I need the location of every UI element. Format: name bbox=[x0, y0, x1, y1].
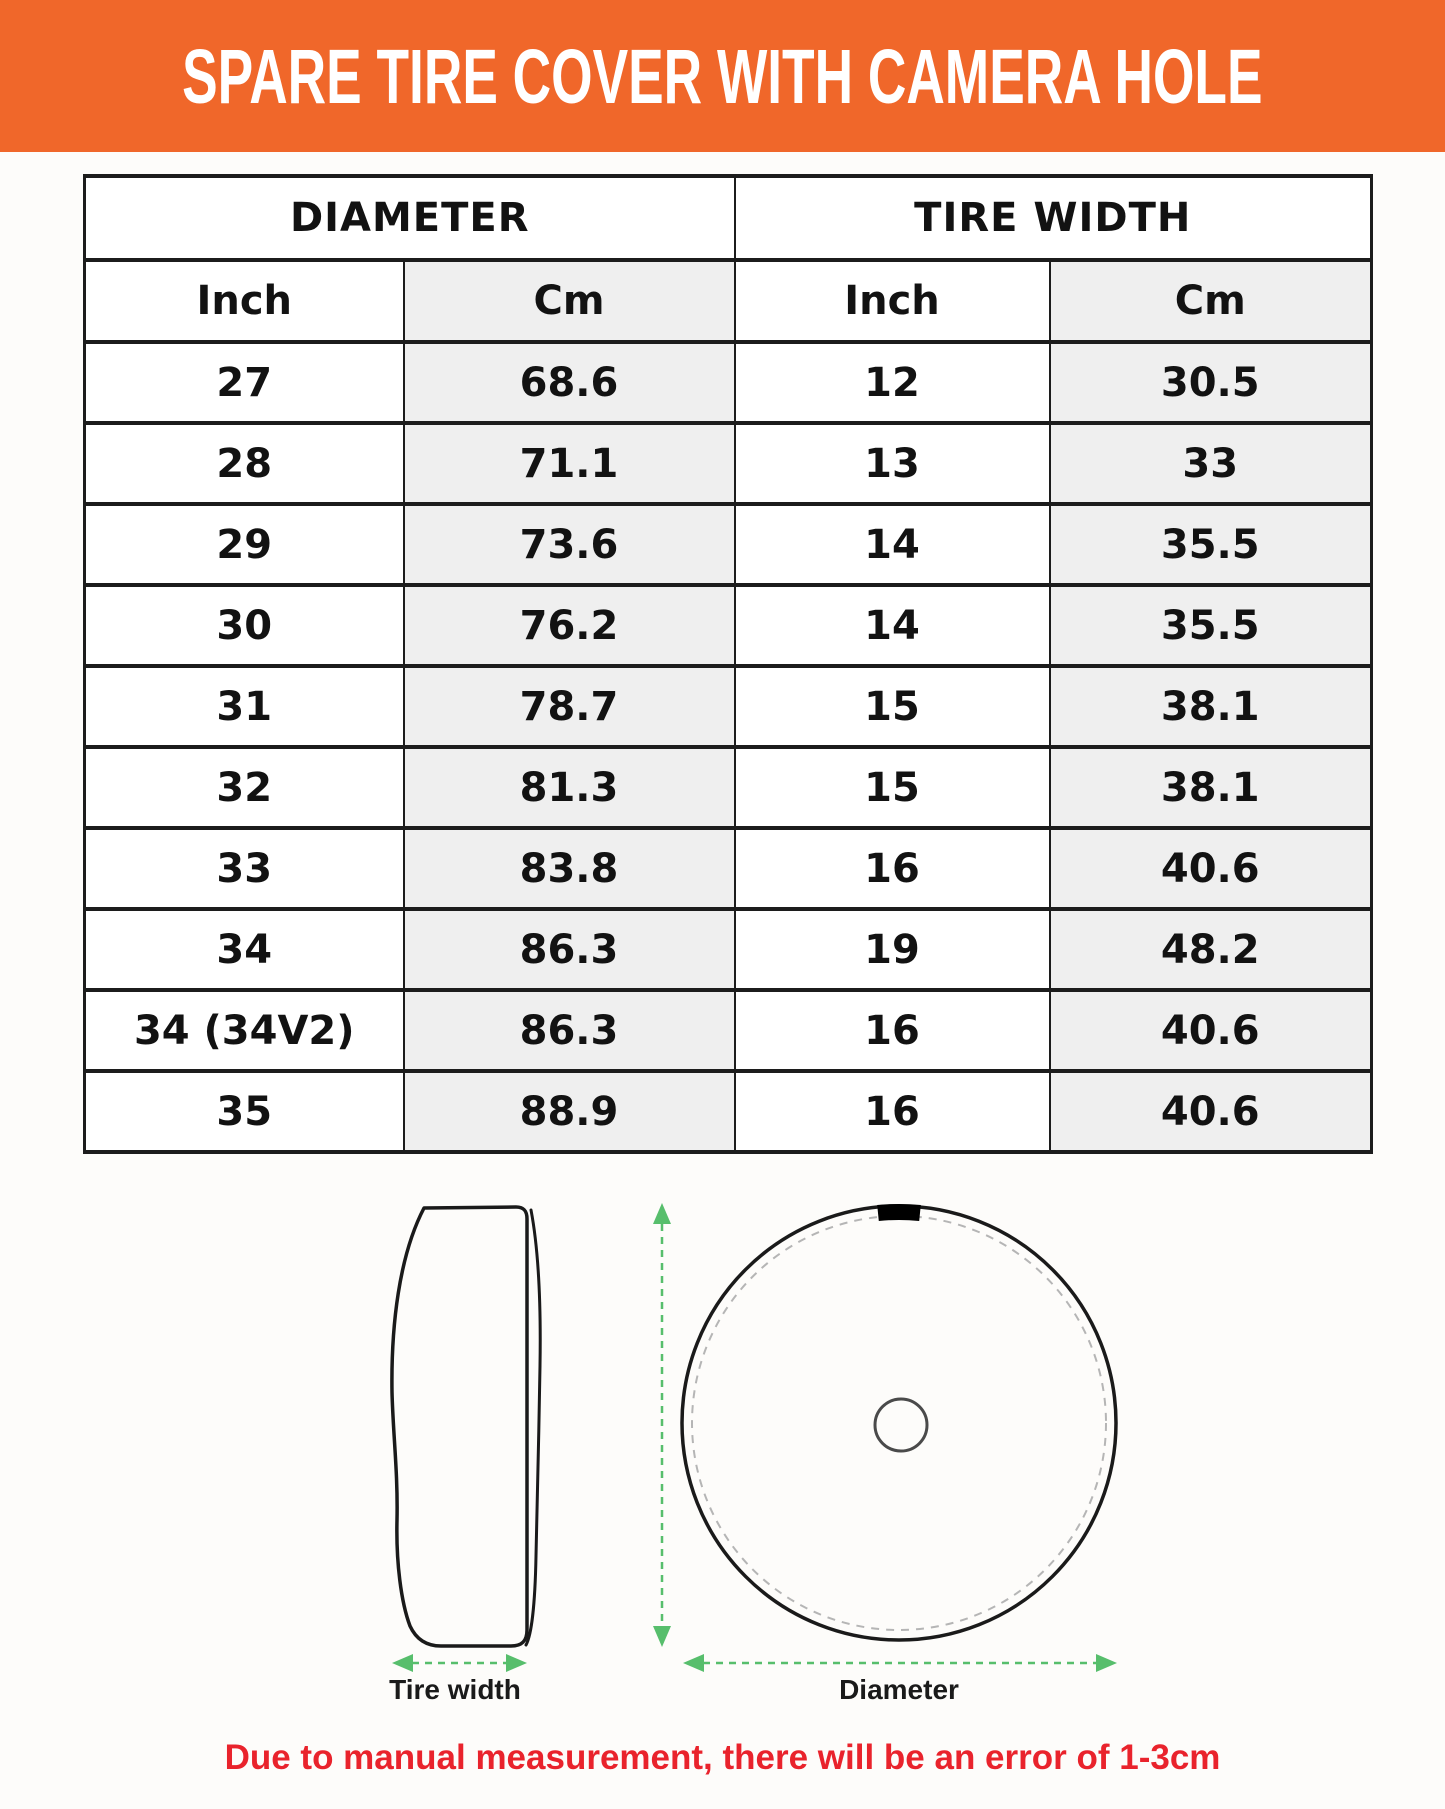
table-cell: 33 bbox=[85, 828, 404, 909]
table-cell: 88.9 bbox=[404, 1071, 735, 1152]
table-cell: 40.6 bbox=[1050, 990, 1372, 1071]
table-row bbox=[85, 1071, 1372, 1152]
table-cell: 86.3 bbox=[404, 990, 735, 1071]
tire-seam-dashed-circle bbox=[692, 1216, 1106, 1630]
table-row bbox=[85, 585, 1372, 666]
table-cell: 34 (34V2) bbox=[85, 990, 404, 1071]
table-cell: 16 bbox=[735, 1071, 1050, 1152]
table-cell: 15 bbox=[735, 747, 1050, 828]
size-table-body bbox=[85, 342, 1372, 1152]
table-cell: 13 bbox=[735, 423, 1050, 504]
diameter-dimension-arrow bbox=[683, 1654, 1117, 1672]
table-cell: 73.6 bbox=[404, 504, 735, 585]
table-cell: 15 bbox=[735, 666, 1050, 747]
table-row bbox=[85, 828, 1372, 909]
group-header-diameter: DIAMETER bbox=[85, 176, 735, 260]
table-cell: 40.6 bbox=[1050, 1071, 1372, 1152]
table-cell: 31 bbox=[85, 666, 404, 747]
table-cell: 30 bbox=[85, 585, 404, 666]
table-row bbox=[85, 342, 1372, 423]
table-cell: 32 bbox=[85, 747, 404, 828]
table-cell: 35.5 bbox=[1050, 504, 1372, 585]
tire-side-view bbox=[392, 1207, 540, 1646]
tire-front-view bbox=[682, 1206, 1116, 1640]
table-cell: 14 bbox=[735, 585, 1050, 666]
table-cell: 34 bbox=[85, 909, 404, 990]
tire-outline-circle bbox=[682, 1206, 1116, 1640]
subheader-width-cm: Cm bbox=[1050, 260, 1372, 342]
table-cell: 33 bbox=[1050, 423, 1372, 504]
table-cell: 71.1 bbox=[404, 423, 735, 504]
table-cell: 27 bbox=[85, 342, 404, 423]
table-cell: 35 bbox=[85, 1071, 404, 1152]
table-cell: 68.6 bbox=[404, 342, 735, 423]
measurement-diagram bbox=[0, 1148, 1445, 1748]
table-row bbox=[85, 504, 1372, 585]
table-cell: 48.2 bbox=[1050, 909, 1372, 990]
title-banner bbox=[0, 0, 1445, 152]
table-cell: 19 bbox=[735, 909, 1050, 990]
table-cell: 16 bbox=[735, 990, 1050, 1071]
table-cell: 38.1 bbox=[1050, 666, 1372, 747]
table-cell: 12 bbox=[735, 342, 1050, 423]
table-row bbox=[85, 747, 1372, 828]
tire-width-label: Tire width bbox=[389, 1674, 521, 1705]
diameter-label: Diameter bbox=[839, 1674, 959, 1705]
subheader-diameter-inch: Inch bbox=[85, 260, 404, 342]
table-row bbox=[85, 423, 1372, 504]
table-cell: 30.5 bbox=[1050, 342, 1372, 423]
table-cell: 16 bbox=[735, 828, 1050, 909]
table-row bbox=[85, 666, 1372, 747]
subheader-width-inch: Inch bbox=[735, 260, 1050, 342]
page-title: SPARE TIRE COVER WITH CAMERA HOLE bbox=[182, 32, 1263, 120]
table-group-header-row bbox=[85, 176, 1372, 260]
size-chart-table bbox=[83, 174, 1373, 1154]
table-cell: 86.3 bbox=[404, 909, 735, 990]
table-cell: 76.2 bbox=[404, 585, 735, 666]
group-header-tire-width: TIRE WIDTH bbox=[735, 176, 1372, 260]
vertical-dimension-arrow bbox=[653, 1203, 671, 1647]
table-cell: 78.7 bbox=[404, 666, 735, 747]
measurement-disclaimer: Due to manual measurement, there will be an error of 1-3cm bbox=[224, 1738, 1221, 1777]
table-cell: 81.3 bbox=[404, 747, 735, 828]
camera-hole bbox=[875, 1399, 927, 1451]
subheader-diameter-cm: Cm bbox=[404, 260, 735, 342]
table-cell: 83.8 bbox=[404, 828, 735, 909]
tire-width-dimension-arrow bbox=[392, 1654, 527, 1672]
strap-tab bbox=[878, 1212, 920, 1213]
table-cell: 29 bbox=[85, 504, 404, 585]
table-cell: 40.6 bbox=[1050, 828, 1372, 909]
table-subheader-row bbox=[85, 260, 1372, 342]
table-cell: 14 bbox=[735, 504, 1050, 585]
table-row bbox=[85, 909, 1372, 990]
table-cell: 35.5 bbox=[1050, 585, 1372, 666]
table-cell: 38.1 bbox=[1050, 747, 1372, 828]
table-row bbox=[85, 990, 1372, 1071]
table-cell: 28 bbox=[85, 423, 404, 504]
